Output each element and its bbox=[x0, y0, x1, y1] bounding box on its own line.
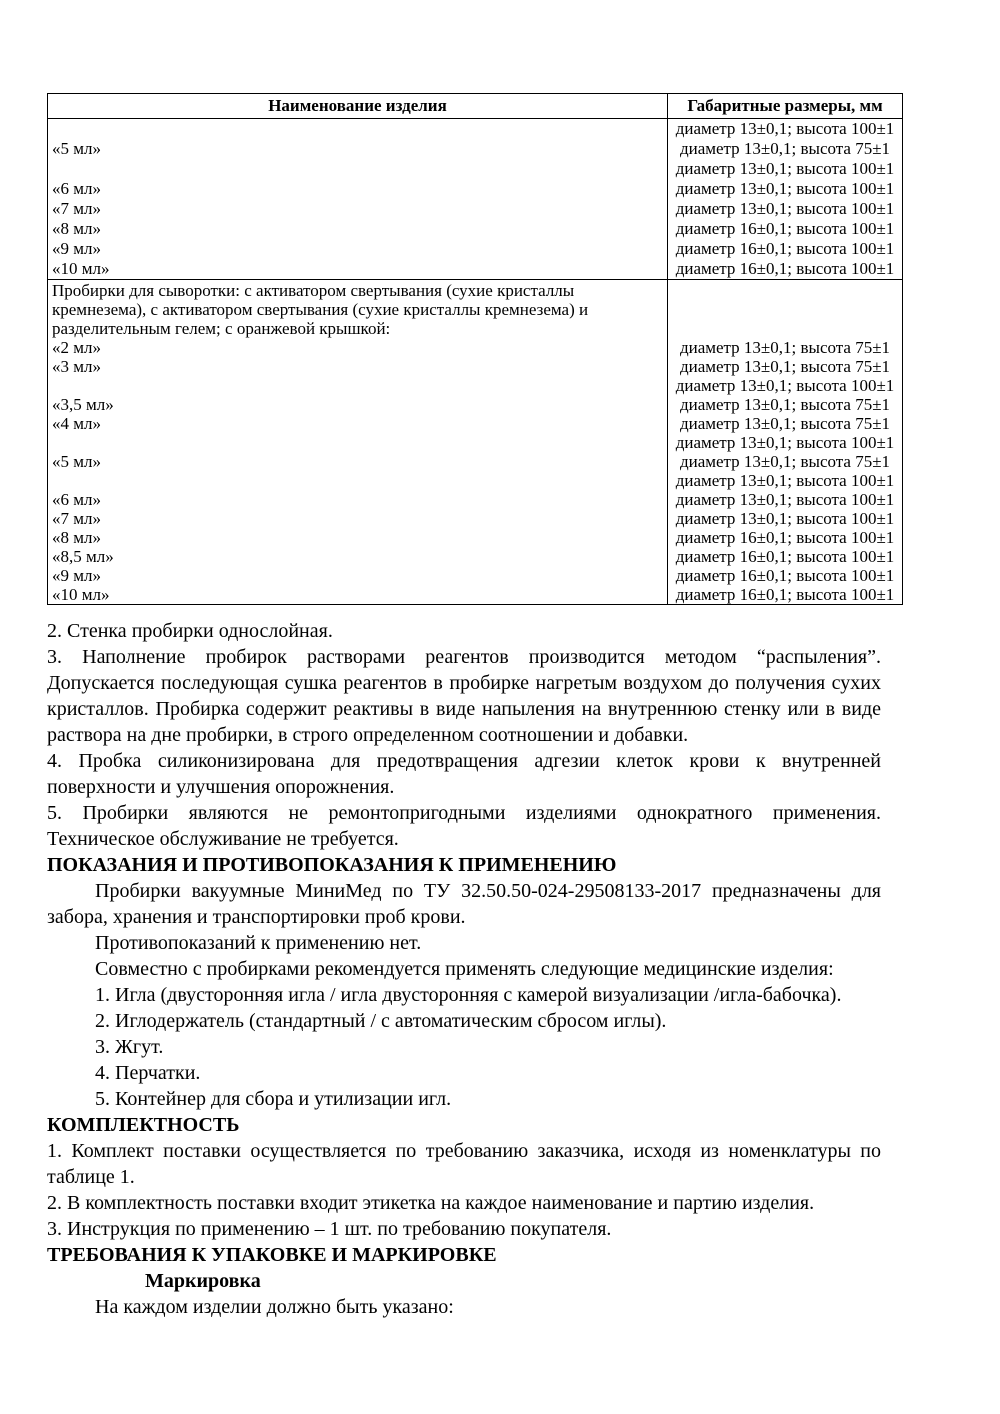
table-header-dimensions: Габаритные размеры, мм bbox=[687, 96, 883, 115]
product-name-cell: «3,5 мл» bbox=[48, 395, 668, 414]
indications-paragraph-3: Совместно с пробирками рекомендуется применять следующие медицинские изделия: bbox=[95, 958, 834, 980]
table-row bbox=[48, 528, 902, 547]
note-5: 5. Пробирки являются не ремонтопригодными изделиями однократного применения. Техническое обслуживание не требуется. bbox=[47, 802, 881, 850]
dimensions-cell: диаметр 16±0,1; высота 100±1 bbox=[675, 259, 895, 278]
product-name-cell bbox=[48, 471, 668, 490]
table-row bbox=[48, 259, 902, 279]
table-row bbox=[48, 585, 902, 604]
dimensions-cell: диаметр 13±0,1; высота 100±1 bbox=[675, 471, 895, 490]
section-2-intro-text: Пробирки для сыворотки: с активатором свертывания (сухие кристаллы кремнезема), с активатором свертывания (сухие кристаллы кремнезема) и разделительным гелем; с оранжевой крышкой: bbox=[48, 280, 668, 338]
section-2-intro-empty-cell bbox=[668, 280, 902, 338]
product-name-cell: «7 мл» bbox=[48, 199, 668, 219]
dimensions-cell: диаметр 13±0,1; высота 100±1 bbox=[675, 199, 895, 218]
product-name-cell: «6 мл» bbox=[48, 179, 668, 199]
indications-section bbox=[47, 852, 881, 1112]
table-row bbox=[48, 199, 902, 219]
completeness-item-1: 1. Комплект поставки осуществляется по требованию заказчика, исходя из номенклатуры по таблице 1. bbox=[47, 1140, 881, 1188]
table-row bbox=[48, 239, 902, 259]
product-name-cell: «5 мл» bbox=[48, 452, 668, 471]
table-row bbox=[48, 139, 902, 159]
dimensions-cell: диаметр 16±0,1; высота 100±1 bbox=[675, 219, 895, 238]
dimensions-cell: диаметр 13±0,1; высота 100±1 bbox=[675, 490, 895, 509]
recommended-item-2: 2. Иглодержатель (стандартный / с автоматическим сбросом иглы). bbox=[95, 1010, 667, 1032]
recommended-item-1: 1. Игла (двусторонняя игла / игла двусторонняя с камерой визуализации /игла-бабочка). bbox=[95, 984, 842, 1006]
note-3: 3. Наполнение пробирок растворами реагентов производится методом “распыления”. Допускается последующая сушка реагентов в пробирке нагретым воздухом до получения сухих кристаллов. Пробирка содержит реактивы в виде напыления на внутреннюю стенку или в виде раствора на дне пробирки, в строго определенном соотношении и добавки. bbox=[47, 646, 881, 746]
dimensions-cell: диаметр 16±0,1; высота 100±1 bbox=[675, 239, 895, 258]
table-row bbox=[48, 219, 902, 239]
dimensions-cell: диаметр 13±0,1; высота 100±1 bbox=[675, 376, 895, 395]
indications-paragraph-1: Пробирки вакуумные МиниМед по ТУ 32.50.50-024-29508133-2017 предназначены для забора, хранения и транспортировки проб крови. bbox=[47, 880, 881, 928]
product-dimensions-table bbox=[47, 93, 903, 605]
dimensions-cell: диаметр 13±0,1; высота 75±1 bbox=[679, 338, 891, 357]
table-row bbox=[48, 179, 902, 199]
product-name-cell: «8,5 мл» bbox=[48, 547, 668, 566]
table-row bbox=[48, 119, 902, 139]
product-name-cell: «4 мл» bbox=[48, 414, 668, 433]
product-name-cell: «8 мл» bbox=[48, 219, 668, 239]
dimensions-cell: диаметр 16±0,1; высота 100±1 bbox=[675, 566, 895, 585]
packaging-section bbox=[47, 1242, 881, 1320]
product-name-cell: «2 мл» bbox=[48, 338, 668, 357]
dimensions-cell: диаметр 16±0,1; высота 100±1 bbox=[675, 547, 895, 566]
dimensions-cell: диаметр 13±0,1; высота 75±1 bbox=[679, 452, 891, 471]
table-row bbox=[48, 433, 902, 452]
indications-heading: ПОКАЗАНИЯ И ПРОТИВОПОКАЗАНИЯ К ПРИМЕНЕНИЮ bbox=[47, 854, 617, 876]
table-row bbox=[48, 376, 902, 395]
product-name-cell: «8 мл» bbox=[48, 528, 668, 547]
dimensions-cell: диаметр 13±0,1; высота 75±1 bbox=[679, 357, 891, 376]
table-row bbox=[48, 566, 902, 585]
table-row bbox=[48, 471, 902, 490]
dimensions-cell: диаметр 13±0,1; высота 100±1 bbox=[675, 509, 895, 528]
product-name-cell bbox=[48, 433, 668, 452]
dimensions-cell: диаметр 13±0,1; высота 100±1 bbox=[675, 119, 895, 138]
recommended-item-4: 4. Перчатки. bbox=[95, 1062, 201, 1084]
dimensions-cell: диаметр 16±0,1; высота 100±1 bbox=[675, 528, 895, 547]
product-name-cell: «9 мл» bbox=[48, 566, 668, 585]
dimensions-cell: диаметр 13±0,1; высота 75±1 bbox=[679, 139, 891, 158]
table-row bbox=[48, 452, 902, 471]
table-section-1 bbox=[48, 119, 902, 279]
table-row bbox=[48, 338, 902, 357]
completeness-item-2: 2. В комплектность поставки входит этикетка на каждое наименование и партию изделия. bbox=[47, 1192, 815, 1214]
indications-paragraph-2: Противопоказаний к применению нет. bbox=[95, 932, 422, 954]
recommended-item-5: 5. Контейнер для сбора и утилизации игл. bbox=[95, 1088, 452, 1110]
dimensions-cell: диаметр 13±0,1; высота 100±1 bbox=[675, 159, 895, 178]
table-row bbox=[48, 490, 902, 509]
completeness-heading: КОМПЛЕКТНОСТЬ bbox=[47, 1114, 240, 1136]
packaging-heading: ТРЕБОВАНИЯ К УПАКОВКЕ И МАРКИРОВКЕ bbox=[47, 1244, 497, 1266]
completeness-section bbox=[47, 1112, 881, 1242]
table-row bbox=[48, 414, 902, 433]
dimensions-cell: диаметр 13±0,1; высота 100±1 bbox=[675, 179, 895, 198]
product-name-cell: «6 мл» bbox=[48, 490, 668, 509]
table-header-row bbox=[48, 94, 902, 119]
product-name-cell: «5 мл» bbox=[48, 139, 668, 159]
completeness-item-3: 3. Инструкция по применению – 1 шт. по требованию покупателя. bbox=[47, 1218, 612, 1240]
table-row bbox=[48, 395, 902, 414]
table-row bbox=[48, 547, 902, 566]
table-section-2 bbox=[48, 279, 902, 604]
product-name-cell bbox=[48, 119, 668, 139]
table-row bbox=[48, 509, 902, 528]
table-section-2-intro-row bbox=[48, 280, 902, 338]
dimensions-cell: диаметр 16±0,1; высота 100±1 bbox=[675, 585, 895, 604]
product-name-cell: «10 мл» bbox=[48, 259, 668, 279]
product-name-cell: «9 мл» bbox=[48, 239, 668, 259]
document-content bbox=[47, 0, 895, 1320]
note-4: 4. Пробка силиконизирована для предотвращения адгезии клеток крови к внутренней поверхности и улучшения опорожнения. bbox=[47, 750, 881, 798]
dimensions-cell: диаметр 13±0,1; высота 100±1 bbox=[675, 433, 895, 452]
product-name-cell bbox=[48, 159, 668, 179]
table-row bbox=[48, 159, 902, 179]
general-notes bbox=[47, 618, 881, 852]
dimensions-cell: диаметр 13±0,1; высота 75±1 bbox=[679, 414, 891, 433]
product-name-cell bbox=[48, 376, 668, 395]
note-2: 2. Стенка пробирки однослойная. bbox=[47, 620, 333, 642]
table-row bbox=[48, 357, 902, 376]
product-name-cell: «7 мл» bbox=[48, 509, 668, 528]
table-header-product-name: Наименование изделия bbox=[48, 94, 668, 118]
recommended-item-3: 3. Жгут. bbox=[95, 1036, 164, 1058]
dimensions-cell: диаметр 13±0,1; высота 75±1 bbox=[679, 395, 891, 414]
marking-paragraph-1: На каждом изделии должно быть указано: bbox=[95, 1296, 454, 1318]
product-name-cell: «3 мл» bbox=[48, 357, 668, 376]
marking-subheading: Маркировка bbox=[145, 1270, 261, 1292]
product-name-cell: «10 мл» bbox=[48, 585, 668, 604]
